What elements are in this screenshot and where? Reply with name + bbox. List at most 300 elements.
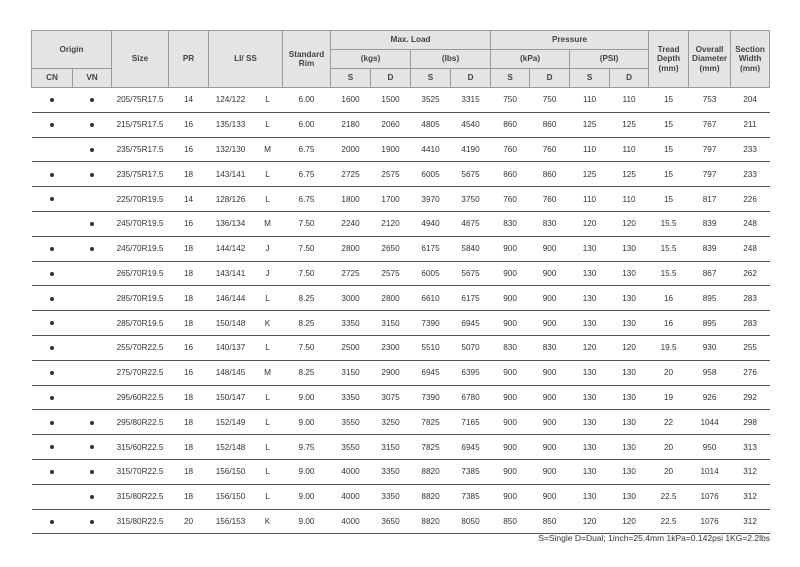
availability-dot-icon	[50, 371, 54, 375]
load-lbs-dual-cell: 7385	[451, 484, 491, 509]
speed-symbol-cell: L	[253, 410, 283, 435]
origin-vn-cell	[73, 236, 112, 261]
header-overall-diameter: Overall Diameter (mm)	[689, 31, 731, 88]
tread-depth-cell: 15.5	[649, 211, 689, 236]
header-lbs-s: S	[411, 69, 451, 88]
speed-symbol-cell: J	[253, 236, 283, 261]
origin-vn-cell	[73, 459, 112, 484]
tread-depth-cell: 22	[649, 410, 689, 435]
availability-dot-icon	[90, 123, 94, 127]
load-kgs-single-cell: 2240	[331, 211, 371, 236]
pressure-psi-dual-cell: 110	[610, 137, 649, 162]
speed-symbol-cell: L	[253, 162, 283, 187]
load-index-cell: 143/141	[209, 162, 253, 187]
standard-rim-cell: 8.25	[283, 311, 331, 336]
load-lbs-single-cell: 4410	[411, 137, 451, 162]
tread-depth-cell: 16	[649, 286, 689, 311]
origin-vn-cell	[73, 88, 112, 113]
pressure-psi-single-cell: 125	[570, 112, 610, 137]
pressure-psi-single-cell: 130	[570, 261, 610, 286]
availability-dot-icon	[50, 98, 54, 102]
load-kgs-dual-cell: 3075	[371, 385, 411, 410]
load-lbs-dual-cell: 6945	[451, 311, 491, 336]
table-row	[32, 187, 770, 212]
section-width-cell: 262	[731, 261, 770, 286]
pressure-psi-dual-cell: 110	[610, 88, 649, 113]
origin-vn-cell	[73, 311, 112, 336]
load-index-cell: 128/126	[209, 187, 253, 212]
size-cell: 315/60R22.5	[112, 435, 169, 460]
load-index-cell: 146/144	[209, 286, 253, 311]
load-lbs-single-cell: 7825	[411, 435, 451, 460]
load-lbs-dual-cell: 6175	[451, 286, 491, 311]
load-kgs-dual-cell: 2650	[371, 236, 411, 261]
load-lbs-dual-cell: 6780	[451, 385, 491, 410]
load-lbs-dual-cell: 4540	[451, 112, 491, 137]
load-lbs-single-cell: 6005	[411, 162, 451, 187]
origin-vn-cell	[73, 261, 112, 286]
availability-dot-icon	[50, 396, 54, 400]
load-kgs-single-cell: 1600	[331, 88, 371, 113]
origin-vn-cell	[73, 211, 112, 236]
origin-cn-cell	[32, 112, 73, 137]
load-lbs-dual-cell: 5840	[451, 236, 491, 261]
pressure-psi-dual-cell: 130	[610, 286, 649, 311]
overall-diameter-cell: 753	[689, 88, 731, 113]
size-cell: 295/60R22.5	[112, 385, 169, 410]
overall-diameter-cell: 930	[689, 335, 731, 360]
load-kgs-dual-cell: 1500	[371, 88, 411, 113]
size-cell: 315/80R22.5	[112, 509, 169, 534]
pressure-kpa-single-cell: 830	[491, 335, 530, 360]
speed-symbol-cell: K	[253, 311, 283, 336]
pressure-psi-dual-cell: 130	[610, 435, 649, 460]
tread-depth-cell: 15.5	[649, 261, 689, 286]
pressure-kpa-dual-cell: 900	[530, 385, 570, 410]
tread-depth-cell: 20	[649, 360, 689, 385]
origin-cn-cell	[32, 311, 73, 336]
origin-cn-cell	[32, 236, 73, 261]
standard-rim-cell: 6.75	[283, 187, 331, 212]
tire-spec-table	[31, 30, 770, 534]
availability-dot-icon	[90, 495, 94, 499]
load-index-cell: 132/130	[209, 137, 253, 162]
section-width-cell: 233	[731, 162, 770, 187]
tread-depth-cell: 20	[649, 459, 689, 484]
origin-cn-cell	[32, 187, 73, 212]
overall-diameter-cell: 958	[689, 360, 731, 385]
section-width-cell: 276	[731, 360, 770, 385]
pressure-psi-single-cell: 130	[570, 459, 610, 484]
origin-vn-cell	[73, 112, 112, 137]
pr-cell: 14	[169, 187, 209, 212]
header-kpa: (kPa)	[491, 50, 570, 69]
pressure-kpa-single-cell: 900	[491, 311, 530, 336]
pressure-psi-single-cell: 130	[570, 484, 610, 509]
load-kgs-single-cell: 4000	[331, 509, 371, 534]
header-section-width: Section Width (mm)	[731, 31, 770, 88]
header-tread-depth: Tread Depth (mm)	[649, 31, 689, 88]
load-kgs-single-cell: 3550	[331, 435, 371, 460]
pressure-kpa-single-cell: 900	[491, 435, 530, 460]
tread-depth-cell: 20	[649, 435, 689, 460]
load-kgs-single-cell: 3550	[331, 410, 371, 435]
tread-depth-cell: 15	[649, 88, 689, 113]
speed-symbol-cell: J	[253, 261, 283, 286]
pressure-psi-single-cell: 120	[570, 211, 610, 236]
origin-cn-cell	[32, 360, 73, 385]
load-kgs-single-cell: 4000	[331, 459, 371, 484]
availability-dot-icon	[90, 222, 94, 226]
overall-diameter-cell: 839	[689, 211, 731, 236]
pressure-kpa-dual-cell: 760	[530, 137, 570, 162]
table-row	[32, 112, 770, 137]
pressure-kpa-dual-cell: 860	[530, 112, 570, 137]
load-lbs-single-cell: 8820	[411, 509, 451, 534]
pressure-kpa-single-cell: 900	[491, 410, 530, 435]
load-kgs-dual-cell: 3350	[371, 484, 411, 509]
load-kgs-dual-cell: 3350	[371, 459, 411, 484]
pressure-kpa-dual-cell: 850	[530, 509, 570, 534]
availability-dot-icon	[90, 98, 94, 102]
overall-diameter-cell: 797	[689, 162, 731, 187]
tread-depth-cell: 15	[649, 162, 689, 187]
header-max-load: Max. Load	[331, 31, 491, 50]
pressure-psi-dual-cell: 125	[610, 112, 649, 137]
header-origin: Origin	[32, 31, 112, 69]
origin-vn-cell	[73, 484, 112, 509]
header-kpa-s: S	[491, 69, 530, 88]
pressure-kpa-single-cell: 900	[491, 360, 530, 385]
table-row	[32, 335, 770, 360]
availability-dot-icon	[90, 520, 94, 524]
size-cell: 315/80R22.5	[112, 484, 169, 509]
pressure-psi-single-cell: 110	[570, 137, 610, 162]
load-lbs-dual-cell: 6945	[451, 435, 491, 460]
origin-vn-cell	[73, 286, 112, 311]
load-kgs-single-cell: 4000	[331, 484, 371, 509]
pr-cell: 18	[169, 459, 209, 484]
header-psi-d: D	[610, 69, 649, 88]
tread-depth-cell: 19.5	[649, 335, 689, 360]
section-width-cell: 313	[731, 435, 770, 460]
header-kpa-d: D	[530, 69, 570, 88]
standard-rim-cell: 7.50	[283, 236, 331, 261]
pressure-psi-single-cell: 125	[570, 162, 610, 187]
pressure-kpa-single-cell: 900	[491, 286, 530, 311]
load-lbs-dual-cell: 7165	[451, 410, 491, 435]
table-row	[32, 435, 770, 460]
table-row	[32, 137, 770, 162]
pressure-psi-single-cell: 130	[570, 360, 610, 385]
size-cell: 275/70R22.5	[112, 360, 169, 385]
pressure-kpa-single-cell: 750	[491, 88, 530, 113]
origin-vn-cell	[73, 410, 112, 435]
load-lbs-dual-cell: 4675	[451, 211, 491, 236]
load-kgs-dual-cell: 2900	[371, 360, 411, 385]
pressure-kpa-dual-cell: 900	[530, 311, 570, 336]
overall-diameter-cell: 950	[689, 435, 731, 460]
table-row	[32, 385, 770, 410]
header-vn: VN	[73, 69, 112, 88]
header-kgs-d: D	[371, 69, 411, 88]
load-kgs-dual-cell: 3150	[371, 435, 411, 460]
load-kgs-single-cell: 2725	[331, 162, 371, 187]
table-body	[32, 88, 770, 534]
table-row	[32, 211, 770, 236]
pressure-kpa-single-cell: 900	[491, 459, 530, 484]
pressure-kpa-single-cell: 760	[491, 137, 530, 162]
section-width-cell: 283	[731, 286, 770, 311]
pressure-kpa-single-cell: 850	[491, 509, 530, 534]
availability-dot-icon	[50, 421, 54, 425]
pressure-psi-single-cell: 110	[570, 187, 610, 212]
pressure-kpa-dual-cell: 830	[530, 211, 570, 236]
pressure-kpa-single-cell: 900	[491, 261, 530, 286]
availability-dot-icon	[50, 272, 54, 276]
availability-dot-icon	[90, 445, 94, 449]
section-width-cell: 204	[731, 88, 770, 113]
load-lbs-dual-cell: 3750	[451, 187, 491, 212]
pr-cell: 18	[169, 435, 209, 460]
speed-symbol-cell: L	[253, 459, 283, 484]
header-kgs: (kgs)	[331, 50, 411, 69]
pressure-kpa-single-cell: 860	[491, 162, 530, 187]
load-kgs-single-cell: 3350	[331, 311, 371, 336]
header-psi: (PSI)	[570, 50, 649, 69]
speed-symbol-cell: L	[253, 88, 283, 113]
pr-cell: 18	[169, 410, 209, 435]
table-row	[32, 410, 770, 435]
table-header	[32, 31, 770, 88]
load-kgs-dual-cell: 3150	[371, 311, 411, 336]
load-lbs-dual-cell: 5675	[451, 261, 491, 286]
tread-depth-cell: 19	[649, 385, 689, 410]
pressure-kpa-dual-cell: 750	[530, 88, 570, 113]
pressure-kpa-dual-cell: 900	[530, 286, 570, 311]
table-row	[32, 484, 770, 509]
header-li-ss: LI/ SS	[209, 31, 283, 88]
standard-rim-cell: 9.00	[283, 459, 331, 484]
load-lbs-single-cell: 7825	[411, 410, 451, 435]
standard-rim-cell: 6.00	[283, 112, 331, 137]
standard-rim-cell: 9.00	[283, 410, 331, 435]
pressure-kpa-dual-cell: 760	[530, 187, 570, 212]
pressure-kpa-dual-cell: 900	[530, 360, 570, 385]
origin-cn-cell	[32, 162, 73, 187]
overall-diameter-cell: 1076	[689, 509, 731, 534]
pr-cell: 18	[169, 162, 209, 187]
load-kgs-dual-cell: 3650	[371, 509, 411, 534]
load-lbs-single-cell: 6005	[411, 261, 451, 286]
pressure-kpa-single-cell: 900	[491, 484, 530, 509]
load-lbs-single-cell: 8820	[411, 484, 451, 509]
section-width-cell: 312	[731, 509, 770, 534]
load-index-cell: 136/134	[209, 211, 253, 236]
load-kgs-single-cell: 2180	[331, 112, 371, 137]
pressure-psi-single-cell: 130	[570, 410, 610, 435]
pr-cell: 16	[169, 211, 209, 236]
pressure-kpa-single-cell: 900	[491, 385, 530, 410]
load-lbs-dual-cell: 6395	[451, 360, 491, 385]
size-cell: 315/70R22.5	[112, 459, 169, 484]
origin-cn-cell	[32, 137, 73, 162]
load-kgs-dual-cell: 2575	[371, 261, 411, 286]
size-cell: 215/75R17.5	[112, 112, 169, 137]
origin-cn-cell	[32, 410, 73, 435]
pressure-psi-dual-cell: 120	[610, 509, 649, 534]
size-cell: 235/75R17.5	[112, 137, 169, 162]
origin-cn-cell	[32, 509, 73, 534]
load-index-cell: 144/142	[209, 236, 253, 261]
pressure-psi-dual-cell: 130	[610, 459, 649, 484]
load-lbs-single-cell: 3525	[411, 88, 451, 113]
origin-cn-cell	[32, 261, 73, 286]
pr-cell: 18	[169, 385, 209, 410]
footnote: S=Single D=Dual; 1inch=25.4mm 1kPa=0.142psi 1KG=2.2lbs	[538, 533, 770, 543]
pressure-kpa-dual-cell: 900	[530, 484, 570, 509]
load-lbs-single-cell: 4940	[411, 211, 451, 236]
pressure-kpa-dual-cell: 830	[530, 335, 570, 360]
load-kgs-single-cell: 2000	[331, 137, 371, 162]
load-lbs-single-cell: 7390	[411, 311, 451, 336]
load-lbs-single-cell: 6175	[411, 236, 451, 261]
origin-cn-cell	[32, 459, 73, 484]
availability-dot-icon	[90, 148, 94, 152]
load-lbs-dual-cell: 8050	[451, 509, 491, 534]
load-index-cell: 152/148	[209, 435, 253, 460]
origin-cn-cell	[32, 88, 73, 113]
table-row	[32, 509, 770, 534]
table-row	[32, 311, 770, 336]
pressure-psi-dual-cell: 110	[610, 187, 649, 212]
load-lbs-dual-cell: 4190	[451, 137, 491, 162]
table-row	[32, 236, 770, 261]
pressure-psi-dual-cell: 130	[610, 484, 649, 509]
section-width-cell: 312	[731, 459, 770, 484]
load-lbs-single-cell: 8820	[411, 459, 451, 484]
pressure-psi-dual-cell: 130	[610, 261, 649, 286]
availability-dot-icon	[50, 123, 54, 127]
pressure-kpa-single-cell: 830	[491, 211, 530, 236]
origin-vn-cell	[73, 385, 112, 410]
standard-rim-cell: 7.50	[283, 211, 331, 236]
load-kgs-dual-cell: 3250	[371, 410, 411, 435]
availability-dot-icon	[50, 321, 54, 325]
origin-vn-cell	[73, 435, 112, 460]
pressure-kpa-dual-cell: 900	[530, 410, 570, 435]
speed-symbol-cell: L	[253, 187, 283, 212]
availability-dot-icon	[90, 470, 94, 474]
load-index-cell: 140/137	[209, 335, 253, 360]
load-lbs-single-cell: 7390	[411, 385, 451, 410]
load-index-cell: 135/133	[209, 112, 253, 137]
size-cell: 205/75R17.5	[112, 88, 169, 113]
standard-rim-cell: 8.25	[283, 360, 331, 385]
pressure-psi-single-cell: 130	[570, 385, 610, 410]
origin-cn-cell	[32, 286, 73, 311]
load-kgs-single-cell: 1800	[331, 187, 371, 212]
pressure-psi-dual-cell: 130	[610, 236, 649, 261]
tread-depth-cell: 15	[649, 187, 689, 212]
standard-rim-cell: 9.00	[283, 385, 331, 410]
availability-dot-icon	[90, 247, 94, 251]
pressure-psi-single-cell: 110	[570, 88, 610, 113]
overall-diameter-cell: 839	[689, 236, 731, 261]
section-width-cell: 298	[731, 410, 770, 435]
load-index-cell: 148/145	[209, 360, 253, 385]
table-row	[32, 261, 770, 286]
pr-cell: 18	[169, 484, 209, 509]
load-lbs-dual-cell: 5070	[451, 335, 491, 360]
load-index-cell: 156/150	[209, 459, 253, 484]
section-width-cell: 211	[731, 112, 770, 137]
header-kgs-s: S	[331, 69, 371, 88]
table-row	[32, 162, 770, 187]
origin-vn-cell	[73, 335, 112, 360]
overall-diameter-cell: 895	[689, 286, 731, 311]
tread-depth-cell: 15	[649, 112, 689, 137]
load-lbs-dual-cell: 3315	[451, 88, 491, 113]
load-index-cell: 124/122	[209, 88, 253, 113]
availability-dot-icon	[50, 470, 54, 474]
header-lbs: (lbs)	[411, 50, 491, 69]
pr-cell: 18	[169, 311, 209, 336]
availability-dot-icon	[50, 173, 54, 177]
pressure-psi-dual-cell: 130	[610, 410, 649, 435]
availability-dot-icon	[50, 197, 54, 201]
pressure-kpa-single-cell: 900	[491, 236, 530, 261]
pressure-kpa-dual-cell: 900	[530, 459, 570, 484]
speed-symbol-cell: L	[253, 335, 283, 360]
size-cell: 245/70R19.5	[112, 211, 169, 236]
size-cell: 285/70R19.5	[112, 311, 169, 336]
pressure-psi-dual-cell: 130	[610, 385, 649, 410]
section-width-cell: 312	[731, 484, 770, 509]
standard-rim-cell: 9.75	[283, 435, 331, 460]
overall-diameter-cell: 1044	[689, 410, 731, 435]
overall-diameter-cell: 767	[689, 112, 731, 137]
load-kgs-single-cell: 2800	[331, 236, 371, 261]
overall-diameter-cell: 797	[689, 137, 731, 162]
speed-symbol-cell: L	[253, 435, 283, 460]
availability-dot-icon	[90, 173, 94, 177]
load-index-cell: 143/141	[209, 261, 253, 286]
table-row	[32, 459, 770, 484]
tread-depth-cell: 16	[649, 311, 689, 336]
load-kgs-dual-cell: 2300	[371, 335, 411, 360]
standard-rim-cell: 7.50	[283, 335, 331, 360]
origin-vn-cell	[73, 162, 112, 187]
availability-dot-icon	[50, 346, 54, 350]
header-size: Size	[112, 31, 169, 88]
origin-vn-cell	[73, 137, 112, 162]
overall-diameter-cell: 895	[689, 311, 731, 336]
pressure-psi-single-cell: 120	[570, 509, 610, 534]
tread-depth-cell: 22.5	[649, 509, 689, 534]
speed-symbol-cell: L	[253, 484, 283, 509]
load-index-cell: 156/153	[209, 509, 253, 534]
pressure-kpa-dual-cell: 900	[530, 435, 570, 460]
section-width-cell: 283	[731, 311, 770, 336]
availability-dot-icon	[50, 297, 54, 301]
load-kgs-single-cell: 3000	[331, 286, 371, 311]
section-width-cell: 255	[731, 335, 770, 360]
origin-cn-cell	[32, 435, 73, 460]
speed-symbol-cell: M	[253, 211, 283, 236]
load-kgs-single-cell: 2500	[331, 335, 371, 360]
header-psi-s: S	[570, 69, 610, 88]
